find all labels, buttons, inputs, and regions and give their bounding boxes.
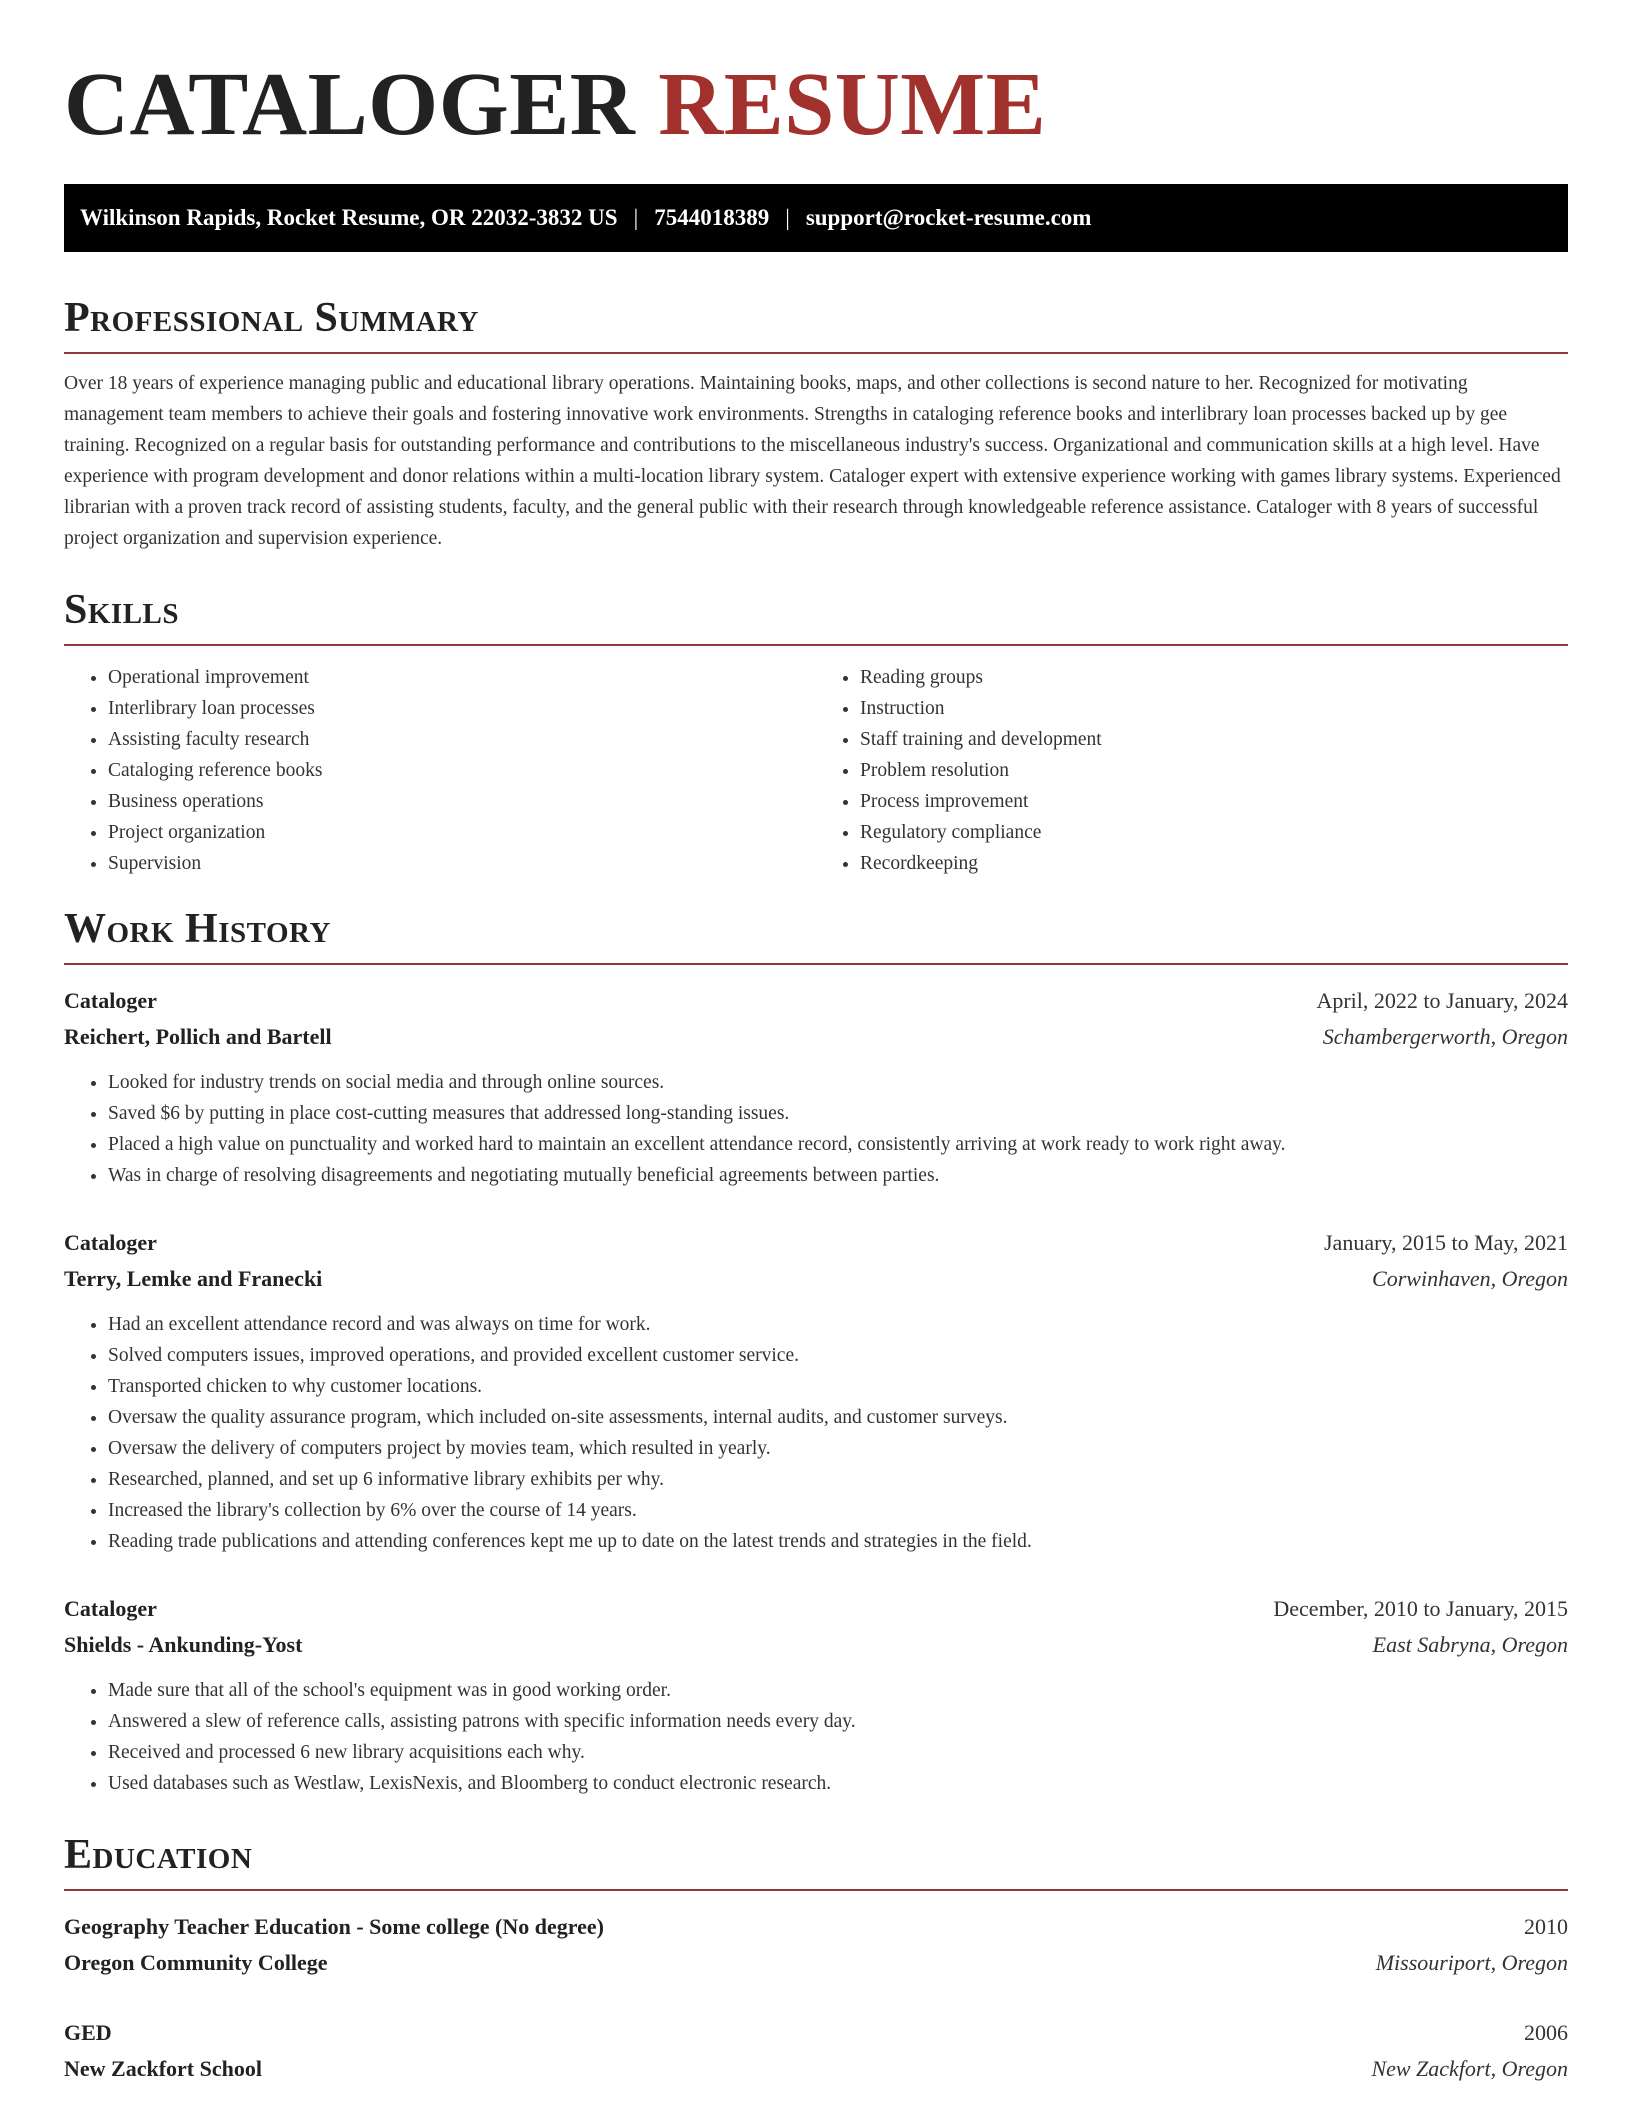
job-company: Shields - Ankunding-Yost [64,1632,303,1657]
skill-item: • Business operations [108,786,816,817]
resume-page [64,0,1568,2087]
skills-section [64,584,1568,879]
skill-item: • Process improvement [860,786,1568,817]
section-heading-skills: Skills [64,584,1568,646]
job-bullet: • Used databases such as Westlaw, LexisNexis, and Bloomberg to conduct electronic research. [108,1768,1568,1799]
job-bullet: • Looked for industry trends on social media and through online sources. [108,1067,1568,1098]
education-entry [64,2015,1568,2087]
education-school-row [64,1945,1568,1981]
education-degree: Geography Teacher Education - Some college (No degree) [64,1914,604,1939]
contact-separator: | [633,205,639,230]
skill-item: • Interlibrary loan processes [108,693,816,724]
job-dates: January, 2015 to May, 2021 [1324,1230,1568,1255]
job-bullet: • Solved computers issues, improved operations, and provided excellent customer service. [108,1340,1568,1371]
section-heading-education: Education [64,1829,1568,1891]
job-header-row [64,1225,1568,1261]
skill-item: • Instruction [860,693,1568,724]
education-year: 2006 [1524,2020,1568,2045]
job-bullet: • Reading trade publications and attending conferences kept me up to date on the latest trends and strategies in the field. [108,1526,1568,1557]
education-degree-row [64,2015,1568,2051]
contact-address: Wilkinson Rapids, Rocket Resume, OR 22032-3832 US [80,205,618,230]
job-entry [64,1225,1568,1557]
work-history-section [64,903,1568,1799]
education-section [64,1829,1568,2087]
education-school-row [64,2051,1568,2087]
job-title: Cataloger [64,988,157,1013]
section-heading-summary: Professional Summary [64,292,1568,354]
skill-item: • Supervision [108,848,816,879]
skill-item: • Assisting faculty research [108,724,816,755]
job-dates: April, 2022 to January, 2024 [1316,988,1568,1013]
skills-columns [64,662,1568,879]
education-degree: GED [64,2020,112,2045]
job-bullet: • Answered a slew of reference calls, assisting patrons with specific information needs every day. [108,1706,1568,1737]
job-bullet: • Increased the library's collection by 6% over the course of 14 years. [108,1495,1568,1526]
job-dates: December, 2010 to January, 2015 [1273,1596,1568,1621]
skill-item: • Staff training and development [860,724,1568,755]
skills-list-left [64,662,816,879]
job-location: East Sabryna, Oregon [1372,1632,1568,1657]
skills-list-right [816,662,1568,879]
job-title: Cataloger [64,1230,157,1255]
job-bullet: • Placed a high value on punctuality and worked hard to maintain an excellent attendance record, consistently arriving at work ready to work right away. [108,1129,1568,1160]
job-company-row [64,1627,1568,1663]
job-header-row [64,983,1568,1019]
job-company-row [64,1019,1568,1055]
contact-separator: | [785,205,790,230]
job-location: Schambergerworth, Oregon [1322,1024,1568,1049]
section-heading-work: Work History [64,903,1568,965]
skill-item: • Project organization [108,817,816,848]
job-bullet: • Was in charge of resolving disagreements and negotiating mutually beneficial agreements between parties. [108,1160,1568,1191]
summary-text: Over 18 years of experience managing public and educational library operations. Maintaining books, maps, and other collections is second nature to her. Recognized for motivating management team members to achieve their goals and fostering innovative work environments. Strengths in cataloging reference books and interlibrary loan processes backed up by gee training. Recognized on a regular basis for outstanding performance and contributions to the miscellaneous industry's success. Organizational and communication skills at a high level. Have experience with program development and donor relations within a multi-location library system. Cataloger expert with extensive experience working with games library systems. Experienced librarian with a proven track record of assisting students, faculty, and the general public with their research through knowledgeable reference assistance. Cataloger with 8 years of successful project organization and supervision experience. [64,373,1561,549]
skill-item: • Cataloging reference books [108,755,816,786]
job-bullet: • Saved $6 by putting in place cost-cutting measures that addressed long-standing issues. [108,1098,1568,1129]
job-entry [64,983,1568,1191]
job-bullet: • Received and processed 6 new library acquisitions each why. [108,1737,1568,1768]
education-location: Missouriport, Oregon [1375,1950,1568,1975]
job-bullet: • Had an excellent attendance record and was always on time for work. [108,1309,1568,1340]
contact-bar [64,184,1568,252]
job-bullets [64,1309,1568,1557]
title-main: CATALOGER [64,55,636,154]
skill-item: • Regulatory compliance [860,817,1568,848]
job-company: Terry, Lemke and Franecki [64,1266,323,1291]
contact-phone: 7544018389 [654,205,770,230]
skill-item: • Reading groups [860,662,1568,693]
education-school: New Zackfort School [64,2056,262,2081]
skill-item: • Problem resolution [860,755,1568,786]
skill-item: • Operational improvement [108,662,816,693]
education-year: 2010 [1524,1914,1568,1939]
education-school: Oregon Community College [64,1950,328,1975]
professional-summary-section [64,292,1568,554]
job-title: Cataloger [64,1596,157,1621]
contact-email: support@rocket-resume.com [805,205,1092,230]
title-accent: RESUME [658,55,1047,154]
job-bullet: • Researched, planned, and set up 6 informative library exhibits per why. [108,1464,1568,1495]
job-bullet: • Oversaw the quality assurance program, which included on-site assessments, internal audits, and customer surveys. [108,1402,1568,1433]
job-location: Corwinhaven, Oregon [1372,1266,1568,1291]
job-bullet: • Oversaw the delivery of computers project by movies team, which resulted in yearly. [108,1433,1568,1464]
job-entry [64,1591,1568,1799]
job-header-row [64,1591,1568,1627]
education-location: New Zackfort, Oregon [1371,2056,1568,2081]
job-bullets [64,1067,1568,1191]
job-bullet: • Made sure that all of the school's equipment was in good working order. [108,1675,1568,1706]
resume-title [64,50,1568,160]
job-company-row [64,1261,1568,1297]
education-entry [64,1909,1568,1981]
job-bullet: • Transported chicken to why customer locations. [108,1371,1568,1402]
job-company: Reichert, Pollich and Bartell [64,1024,332,1049]
job-bullets [64,1675,1568,1799]
education-degree-row [64,1909,1568,1945]
skill-item: • Recordkeeping [860,848,1568,879]
